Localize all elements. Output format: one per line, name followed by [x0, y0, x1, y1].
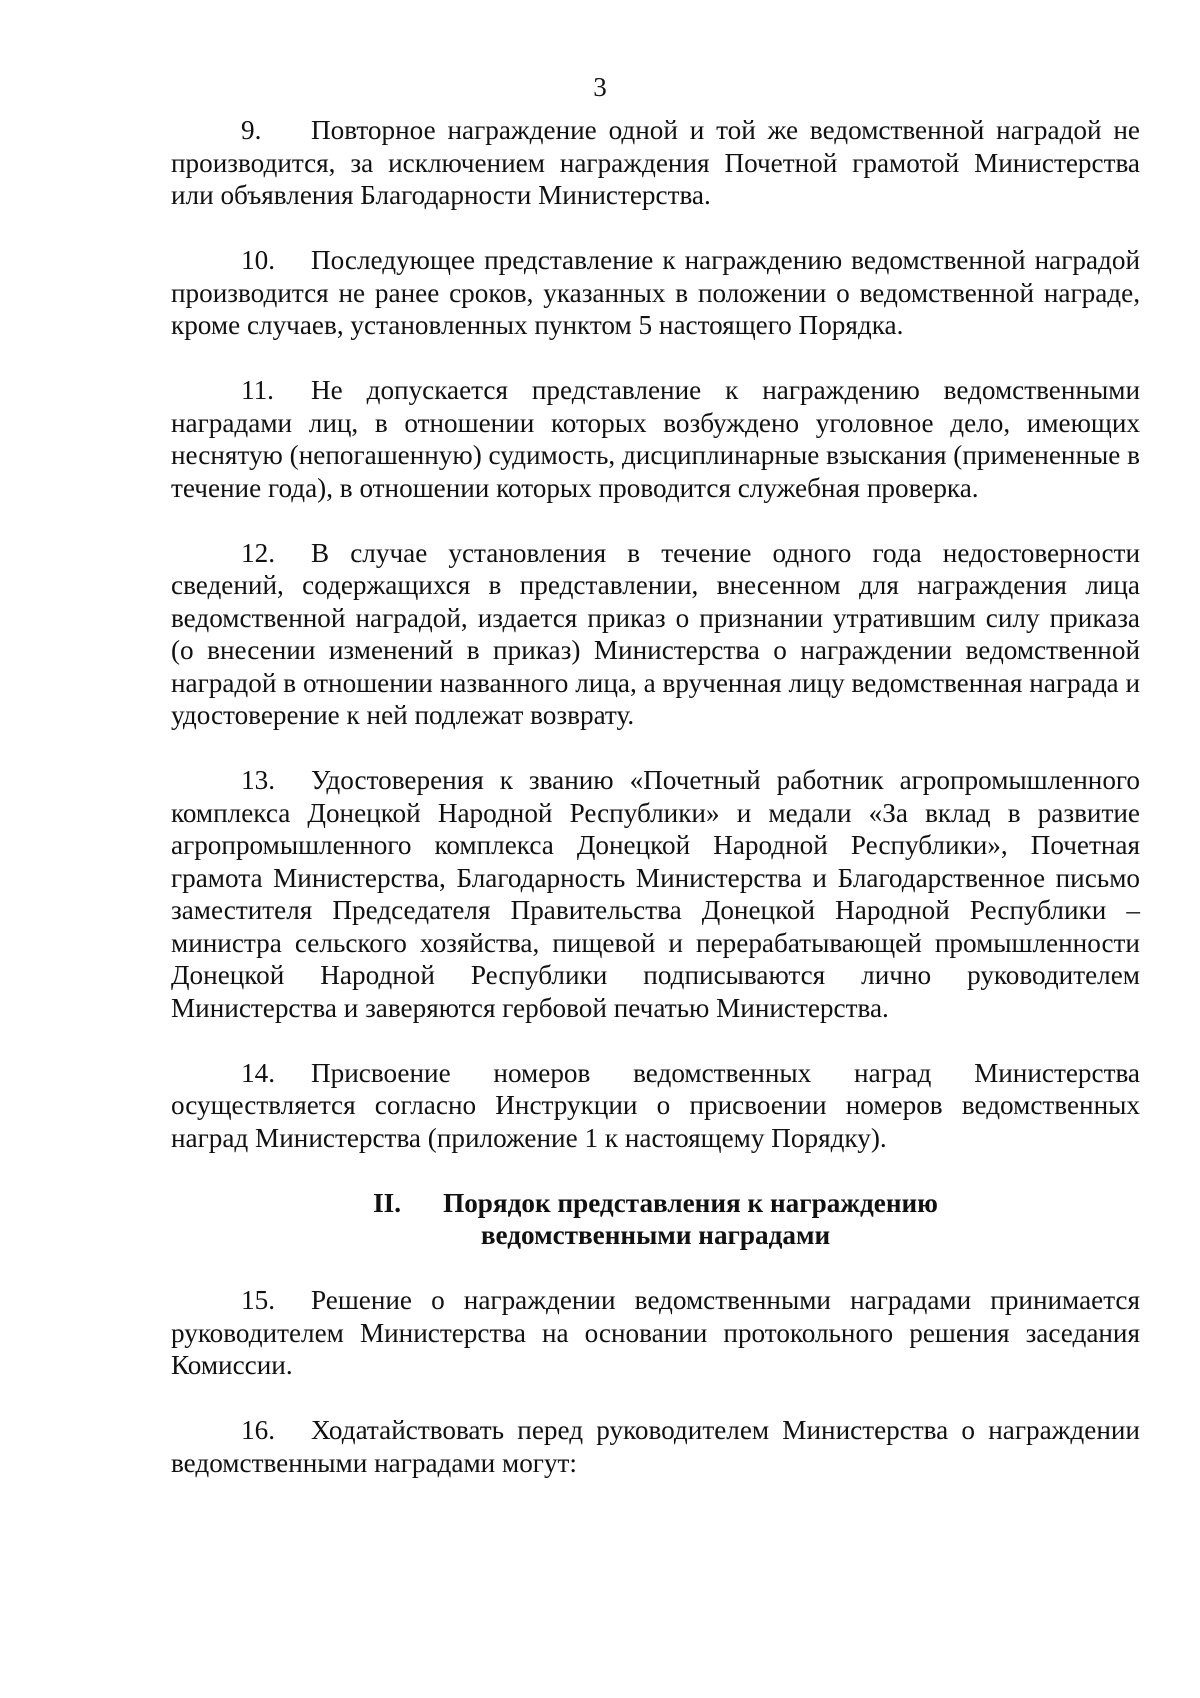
paragraph-number: 10. [241, 245, 275, 275]
section-number: II. [373, 1187, 402, 1218]
paragraph-text: Ходатайствовать перед руководителем Министерства о награждении ведомственными наградами могут: [171, 1415, 1140, 1478]
paragraph-text: Решение о награждении ведомственными наградами принимается руководителем Министерства на основании протокольного решения заседания Комиссии. [171, 1285, 1140, 1380]
paragraph-number: 15. [241, 1285, 275, 1315]
paragraph-14 [171, 1057, 1140, 1155]
paragraph-16 [171, 1414, 1140, 1479]
paragraph-15 [171, 1284, 1140, 1382]
paragraph-text: Повторное награждение одной и той же ведомственной наградой не производится, за исключением награждения Почетной грамотой Министерства или объявления Благодарности Министерства. [171, 115, 1140, 210]
section-heading-line-1 [171, 1187, 1140, 1220]
section-heading [171, 1187, 1140, 1252]
paragraph-number: 13. [241, 765, 275, 795]
paragraph-13 [171, 764, 1140, 1024]
section-title-part-1: Порядок представления к награждению [443, 1187, 938, 1218]
paragraph-9 [171, 114, 1140, 212]
paragraph-text: Не допускается представление к награждению ведомственными наградами лиц, в отношении которых возбуждено уголовное дело, имеющих неснятую (непогашенную) судимость, дисциплинарные взыскания (примененные в течение года), в отношении которых проводится служебная проверка. [171, 375, 1140, 503]
paragraph-number: 12. [241, 537, 275, 568]
paragraph-12 [171, 537, 1140, 732]
section-title-part-2: ведомственными наградами [480, 1220, 831, 1250]
paragraph-number: 14. [241, 1057, 275, 1088]
paragraph-10 [171, 244, 1140, 342]
paragraph-text: В случае установления в течение одного года недостоверности сведений, содержащихся в представлении, внесенном для награждения лица ведомственной наградой, издается приказ о признании утратившим силу приказа (о внесении изменений в приказ) Министерства о награждении ведомственной наградой в отношении названного лица, а врученная лицу ведомственная награда и удостоверение к ней подлежат возврату. [171, 537, 1140, 730]
paragraph-text: Присвоение номеров ведомственных наград Министерства осуществляется согласно Инструкции о присвоении номеров ведомственных наград Министерства (приложение 1 к настоящему Порядку). [171, 1057, 1140, 1153]
paragraph-text: Удостоверения к званию «Почетный работник агропромышленного комплекса Донецкой Народной Республики» и медали «За вклад в развитие агропромышленного комплекса Донецкой Народной Республики», Почетная грамота Министерства, Благодарность Министерства и Благодарственное письмо заместителя Председателя Правительства Донецкой Народной Республики – министра сельского хозяйства, пищевой и перерабатывающей промышленности Донецкой Народной Республики подписываются лично руководителем Министерства и заверяются гербовой печатью Министерства. [171, 765, 1140, 1023]
document-body [171, 114, 1140, 1512]
paragraph-number: 16. [241, 1415, 275, 1445]
page-number: 3 [593, 72, 607, 102]
paragraph-number: 9. [241, 115, 262, 145]
paragraph-11 [171, 374, 1140, 504]
paragraph-text: Последующее представление к награждению ведомственной наградой производится не ранее сроков, указанных в положении о ведомственной награде, кроме случаев, установленных пунктом 5 настоящего Порядка. [171, 245, 1140, 340]
paragraph-number: 11. [241, 375, 274, 405]
